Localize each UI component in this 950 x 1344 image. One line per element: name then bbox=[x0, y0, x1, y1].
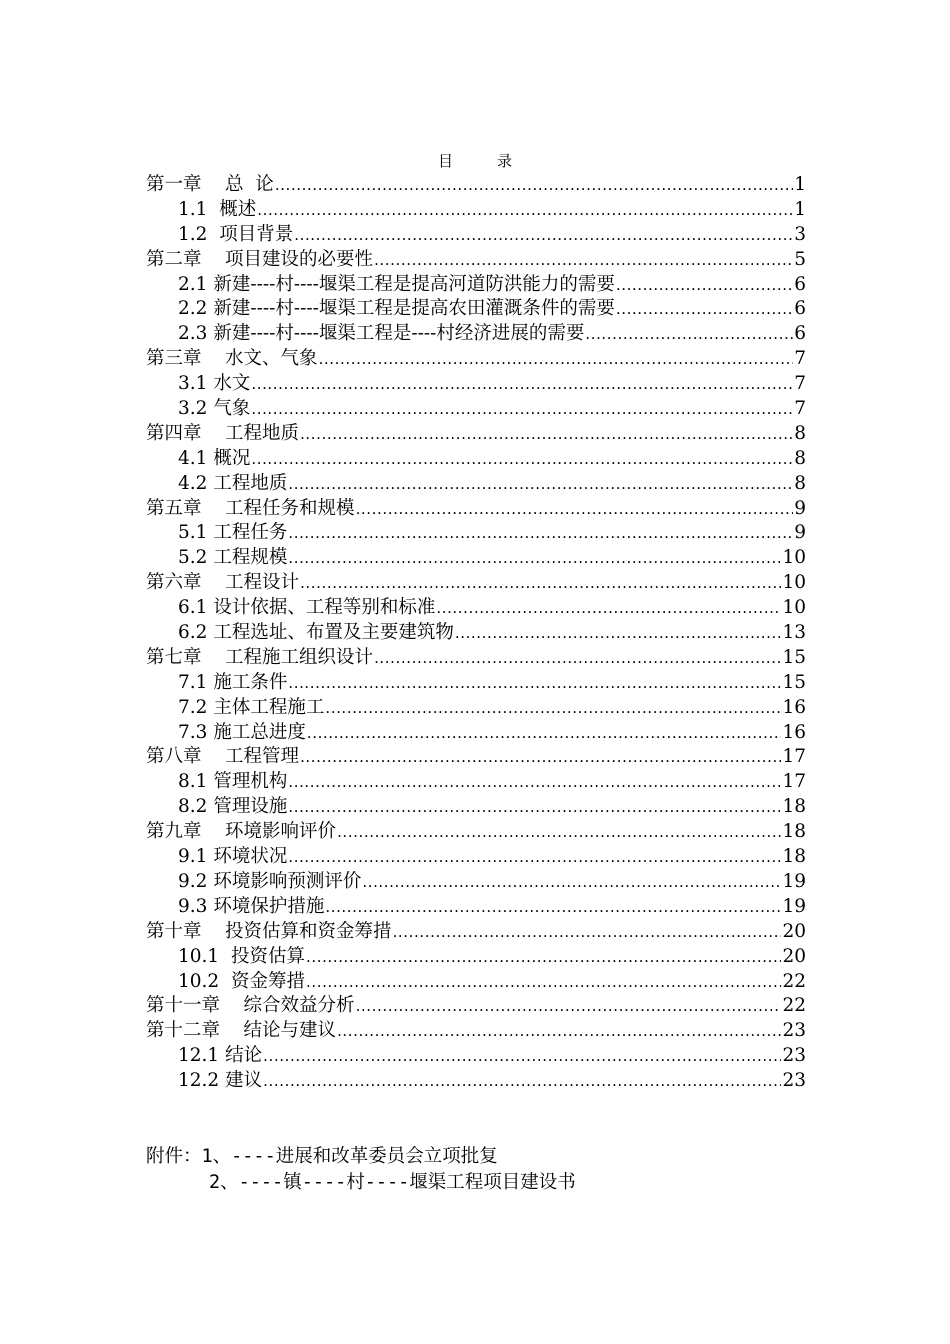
toc-page-number: 22 bbox=[782, 970, 806, 992]
toc-entry-title: 水文 bbox=[213, 373, 251, 395]
toc-page-number: 5 bbox=[794, 248, 806, 270]
toc-page-number: 17 bbox=[782, 771, 806, 793]
toc-entry-title: 管理机构 bbox=[213, 771, 288, 793]
toc-entry-title: 工程设计 bbox=[225, 572, 300, 594]
toc-entry-title: 总 论 bbox=[225, 174, 274, 195]
toc-dot-leader bbox=[319, 347, 794, 372]
toc-page-number: 13 bbox=[782, 622, 806, 644]
toc-entry-number: 第二章 bbox=[146, 248, 202, 270]
toc-page-number: 3 bbox=[794, 223, 806, 245]
toc-entry-number: 2.1 bbox=[178, 273, 208, 295]
toc-entry-number: 7.3 bbox=[178, 721, 208, 743]
toc-entry-number: 2.2 bbox=[178, 298, 208, 320]
toc-page-number: 15 bbox=[782, 671, 806, 693]
toc-dot-leader bbox=[300, 571, 781, 596]
toc-section-entry[interactable] bbox=[146, 521, 806, 546]
toc-entry-separator bbox=[202, 173, 226, 198]
toc-dot-leader bbox=[585, 322, 793, 347]
toc-chapter-entry[interactable] bbox=[146, 920, 806, 945]
toc-page-number: 23 bbox=[782, 1020, 806, 1042]
toc-dot-leader bbox=[374, 248, 793, 273]
toc-chapter-entry[interactable] bbox=[146, 820, 806, 845]
toc-section-entry[interactable] bbox=[146, 621, 806, 646]
attachment-label: 附件： bbox=[146, 1146, 202, 1167]
toc-entry-title: 环境保护措施 bbox=[213, 895, 325, 917]
toc-page-number: 18 bbox=[782, 796, 806, 818]
toc-entry-title: 工程地质 bbox=[213, 472, 288, 494]
toc-entry-title: 工程施工组织设计 bbox=[225, 646, 374, 668]
toc-page-number: 10 bbox=[782, 547, 806, 569]
toc-page-number: 16 bbox=[782, 696, 806, 718]
toc-entry-separator bbox=[202, 347, 226, 372]
toc-entry-title: 工程规模 bbox=[213, 547, 288, 569]
toc-dot-leader bbox=[362, 870, 781, 895]
toc-entry-separator bbox=[220, 1019, 244, 1044]
toc-entry-number: 3.2 bbox=[178, 398, 208, 420]
toc-dot-leader bbox=[288, 795, 781, 820]
attachments bbox=[146, 1144, 576, 1196]
toc-entry-title: 管理设施 bbox=[213, 796, 288, 818]
toc-dot-leader bbox=[294, 223, 793, 248]
toc-entry-separator bbox=[202, 745, 226, 770]
toc-page-number: 23 bbox=[782, 1070, 806, 1092]
toc-chapter-entry[interactable] bbox=[146, 745, 806, 770]
toc-dot-leader bbox=[616, 297, 793, 322]
toc-entry-title: 工程任务 bbox=[213, 522, 288, 544]
toc-dot-leader bbox=[616, 273, 793, 298]
toc-entry-separator bbox=[219, 970, 231, 995]
toc-entry-number: 12.1 bbox=[178, 1045, 220, 1067]
toc-entry-title: 投资估算和资金筹措 bbox=[225, 920, 392, 942]
toc-entry-number: 12.2 bbox=[178, 1070, 220, 1092]
toc-entry-number: 第一章 bbox=[146, 174, 202, 195]
toc-dot-leader bbox=[356, 497, 794, 522]
toc-page-number: 8 bbox=[794, 422, 806, 444]
toc-page-number: 19 bbox=[782, 870, 806, 892]
toc-section-entry[interactable] bbox=[146, 322, 806, 347]
toc-dot-leader bbox=[455, 621, 782, 646]
toc-dot-leader bbox=[300, 745, 781, 770]
toc-section-entry[interactable] bbox=[146, 198, 806, 223]
toc-section-entry[interactable] bbox=[146, 671, 806, 696]
toc-page-number: 20 bbox=[782, 945, 806, 967]
toc-dot-leader bbox=[288, 770, 781, 795]
toc-dot-leader bbox=[325, 696, 781, 721]
toc-page-number: 23 bbox=[782, 1045, 806, 1067]
toc-chapter-entry[interactable] bbox=[146, 571, 806, 596]
toc-entry-number: 9.1 bbox=[178, 846, 208, 868]
toc-page-number: 6 bbox=[794, 273, 806, 295]
toc-page-number: 10 bbox=[782, 597, 806, 619]
toc-section-entry[interactable] bbox=[146, 721, 806, 746]
toc-entry-number: 第十二章 bbox=[146, 1020, 221, 1042]
toc-chapter-entry[interactable] bbox=[146, 347, 806, 372]
toc-section-entry[interactable] bbox=[146, 546, 806, 571]
toc-entry-title: 新建----村----堰渠工程是提高河道防洪能力的需要 bbox=[213, 273, 615, 295]
toc-dot-leader bbox=[251, 397, 793, 422]
toc-entry-number: 第七章 bbox=[146, 646, 202, 668]
attachment-line-2 bbox=[146, 1170, 576, 1196]
toc-entry-title: 气象 bbox=[213, 398, 251, 420]
toc-dot-leader bbox=[337, 1019, 781, 1044]
toc-entry-title: 项目建设的必要性 bbox=[225, 248, 374, 270]
toc-entry-number: 第四章 bbox=[146, 422, 202, 444]
toc-section-entry[interactable] bbox=[146, 472, 806, 497]
toc-page-number: 1 bbox=[794, 174, 806, 195]
toc-entry-separator bbox=[202, 820, 226, 845]
toc-section-entry[interactable] bbox=[146, 397, 806, 422]
attachment-line-1 bbox=[146, 1144, 576, 1170]
toc-dot-leader bbox=[251, 372, 793, 397]
toc-section-entry[interactable] bbox=[146, 297, 806, 322]
toc-entry-separator bbox=[202, 248, 226, 273]
toc-chapter-entry[interactable] bbox=[146, 646, 806, 671]
toc-dot-leader bbox=[393, 920, 782, 945]
toc-entry-number: 第六章 bbox=[146, 572, 202, 594]
toc-entry-title: 项目背景 bbox=[219, 223, 294, 245]
toc-title bbox=[0, 150, 950, 171]
toc-title-right: 录 bbox=[497, 152, 513, 170]
table-of-contents bbox=[146, 173, 806, 1094]
toc-entry-number: 7.2 bbox=[178, 696, 208, 718]
toc-entry-title: 设计依据、工程等别和标准 bbox=[213, 597, 436, 619]
toc-section-entry[interactable] bbox=[146, 372, 806, 397]
toc-chapter-entry[interactable] bbox=[146, 173, 806, 198]
toc-entry-separator bbox=[202, 571, 226, 596]
toc-page-number: 16 bbox=[782, 721, 806, 743]
toc-entry-number: 7.1 bbox=[178, 671, 208, 693]
toc-page-number: 7 bbox=[794, 373, 806, 395]
toc-page-number: 7 bbox=[794, 398, 806, 420]
toc-section-entry[interactable] bbox=[146, 770, 806, 795]
toc-entry-number: 4.1 bbox=[178, 447, 208, 469]
toc-page-number: 8 bbox=[794, 447, 806, 469]
toc-section-entry[interactable] bbox=[146, 596, 806, 621]
attachment-item: 2、----镇----村----堰渠工程项目建设书 bbox=[209, 1172, 576, 1193]
toc-entry-separator bbox=[207, 223, 219, 248]
toc-page-number: 20 bbox=[782, 920, 806, 942]
toc-entry-number: 9.2 bbox=[178, 870, 208, 892]
toc-section-entry[interactable] bbox=[146, 273, 806, 298]
toc-chapter-entry[interactable] bbox=[146, 248, 806, 273]
toc-entry-number: 1.1 bbox=[178, 198, 208, 220]
toc-entry-title: 新建----村----堰渠工程是----村经济进展的需要 bbox=[213, 323, 585, 345]
toc-entry-number: 6.1 bbox=[178, 597, 208, 619]
toc-chapter-entry[interactable] bbox=[146, 497, 806, 522]
toc-entry-separator bbox=[202, 422, 226, 447]
toc-dot-leader bbox=[436, 596, 781, 621]
toc-entry-separator bbox=[202, 646, 226, 671]
toc-page-number: 10 bbox=[782, 572, 806, 594]
toc-section-entry[interactable] bbox=[146, 845, 806, 870]
toc-entry-number: 5.1 bbox=[178, 522, 208, 544]
toc-entry-title: 新建----村----堰渠工程是提高农田灌溉条件的需要 bbox=[213, 298, 615, 320]
toc-entry-number: 3.1 bbox=[178, 373, 208, 395]
toc-page-number: 6 bbox=[794, 323, 806, 345]
toc-section-entry[interactable] bbox=[146, 223, 806, 248]
toc-dot-leader bbox=[257, 198, 793, 223]
toc-entry-number: 10.2 bbox=[178, 970, 220, 992]
toc-entry-title: 水文、气象 bbox=[225, 348, 318, 370]
toc-page-number: 15 bbox=[782, 646, 806, 668]
toc-page-number: 17 bbox=[782, 746, 806, 768]
toc-entry-number: 4.2 bbox=[178, 472, 208, 494]
toc-section-entry[interactable] bbox=[146, 945, 806, 970]
toc-entry-number: 第十一章 bbox=[146, 995, 221, 1017]
toc-entry-number: 6.2 bbox=[178, 622, 208, 644]
toc-entry-title: 概况 bbox=[213, 447, 251, 469]
toc-entry-title: 综合效益分析 bbox=[243, 995, 355, 1017]
toc-entry-number: 2.3 bbox=[178, 323, 208, 345]
toc-entry-number: 第三章 bbox=[146, 348, 202, 370]
toc-dot-leader bbox=[263, 1069, 781, 1094]
toc-entry-title: 环境状况 bbox=[213, 846, 288, 868]
toc-dot-leader bbox=[275, 173, 793, 198]
toc-entry-number: 第九章 bbox=[146, 821, 202, 843]
toc-entry-number: 9.3 bbox=[178, 895, 208, 917]
toc-dot-leader bbox=[288, 546, 781, 571]
toc-page-number: 9 bbox=[794, 497, 806, 519]
toc-dot-leader bbox=[251, 447, 793, 472]
toc-page-number: 22 bbox=[782, 995, 806, 1017]
toc-entry-separator bbox=[202, 920, 226, 945]
toc-entry-title: 工程选址、布置及主要建筑物 bbox=[213, 622, 454, 644]
toc-dot-leader bbox=[306, 945, 781, 970]
toc-entry-separator bbox=[220, 994, 244, 1019]
toc-entry-number: 第十章 bbox=[146, 920, 202, 942]
toc-entry-separator bbox=[202, 497, 226, 522]
toc-page-number: 1 bbox=[794, 198, 806, 220]
toc-section-entry[interactable] bbox=[146, 795, 806, 820]
toc-section-entry[interactable] bbox=[146, 1044, 806, 1069]
toc-entry-number: 第五章 bbox=[146, 497, 202, 519]
toc-entry-number: 8.2 bbox=[178, 796, 208, 818]
attachment-item: 1、----进展和改革委员会立项批复 bbox=[201, 1146, 498, 1167]
toc-entry-number: 8.1 bbox=[178, 771, 208, 793]
toc-entry-number: 5.2 bbox=[178, 547, 208, 569]
toc-entry-title: 主体工程施工 bbox=[213, 696, 325, 718]
toc-entry-title: 环境影响评价 bbox=[225, 821, 337, 843]
toc-entry-title: 施工条件 bbox=[213, 671, 288, 693]
toc-chapter-entry[interactable] bbox=[146, 994, 806, 1019]
toc-page-number: 6 bbox=[794, 298, 806, 320]
toc-chapter-entry[interactable] bbox=[146, 422, 806, 447]
toc-dot-leader bbox=[356, 994, 782, 1019]
toc-page-number: 18 bbox=[782, 846, 806, 868]
toc-entry-title: 投资估算 bbox=[230, 945, 305, 967]
toc-section-entry[interactable] bbox=[146, 696, 806, 721]
toc-entry-title: 工程地质 bbox=[225, 422, 300, 444]
toc-entry-title: 结论与建议 bbox=[243, 1020, 337, 1042]
toc-dot-leader bbox=[306, 970, 781, 995]
toc-entry-title: 工程管理 bbox=[225, 746, 300, 768]
toc-entry-number: 10.1 bbox=[178, 945, 220, 967]
toc-page-number: 8 bbox=[794, 472, 806, 494]
toc-dot-leader bbox=[288, 521, 793, 546]
toc-dot-leader bbox=[263, 1044, 781, 1069]
toc-page-number: 7 bbox=[794, 348, 806, 370]
toc-entry-title: 建议 bbox=[225, 1070, 263, 1092]
toc-dot-leader bbox=[288, 671, 781, 696]
toc-chapter-entry[interactable] bbox=[146, 1019, 806, 1044]
toc-page-number: 9 bbox=[794, 522, 806, 544]
toc-section-entry[interactable] bbox=[146, 895, 806, 920]
toc-entry-title: 概述 bbox=[219, 198, 257, 220]
toc-dot-leader bbox=[288, 472, 793, 497]
toc-page-number: 18 bbox=[782, 821, 806, 843]
toc-dot-leader bbox=[337, 820, 781, 845]
toc-dot-leader bbox=[374, 646, 781, 671]
toc-section-entry[interactable] bbox=[146, 1069, 806, 1094]
toc-dot-leader bbox=[300, 422, 793, 447]
toc-entry-separator bbox=[219, 945, 231, 970]
toc-section-entry[interactable] bbox=[146, 870, 806, 895]
toc-entry-number: 1.2 bbox=[178, 223, 208, 245]
toc-dot-leader bbox=[288, 845, 781, 870]
toc-entry-title: 施工总进度 bbox=[213, 721, 306, 743]
toc-dot-leader bbox=[325, 895, 781, 920]
toc-entry-separator bbox=[207, 198, 219, 223]
toc-page-number: 19 bbox=[782, 895, 806, 917]
toc-dot-leader bbox=[307, 721, 782, 746]
toc-entry-number: 第八章 bbox=[146, 746, 202, 768]
toc-entry-title: 资金筹措 bbox=[230, 970, 305, 992]
toc-entry-title: 工程任务和规模 bbox=[225, 497, 355, 519]
toc-entry-title: 结论 bbox=[225, 1045, 263, 1067]
toc-section-entry[interactable] bbox=[146, 970, 806, 995]
toc-title-left: 目 bbox=[437, 152, 453, 170]
toc-section-entry[interactable] bbox=[146, 447, 806, 472]
toc-entry-title: 环境影响预测评价 bbox=[213, 870, 362, 892]
